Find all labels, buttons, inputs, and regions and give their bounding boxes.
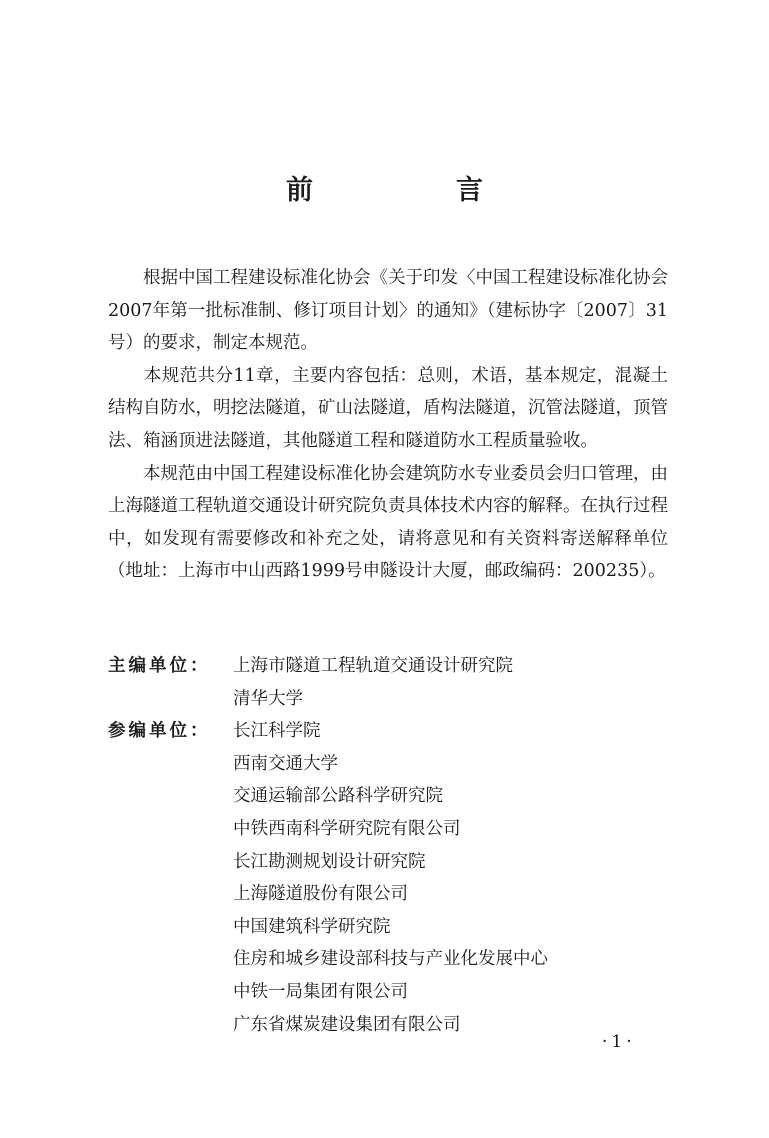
participating-units-label: 参编单位： xyxy=(108,721,211,742)
participating-unit-item: 西南交通大学 xyxy=(233,753,338,774)
participating-unit-item: 上海隧道股份有限公司 xyxy=(233,884,408,905)
participating-unit-item: 交通运输部公路科学研究院 xyxy=(233,786,443,807)
participating-unit-item: 中国建筑科学研究院 xyxy=(233,916,391,937)
participating-unit-item: 中铁西南科学研究院有限公司 xyxy=(233,818,461,839)
page-title: 前 言 xyxy=(286,175,541,206)
paragraph-2 xyxy=(108,360,668,458)
participating-units-list xyxy=(233,715,548,1041)
chief-units-label: 主编单位： xyxy=(108,656,211,676)
preface-body xyxy=(108,262,668,588)
paragraph-3-text: 本规范由中国工程建设标准化协会建筑防水专业委员会归口管理，由上海隧道工程轨道交通设计研究院负责具体技术内容的解释。在执行过程中，如发现有需要修改和补充之处，请将意见和有关资料寄送解释单位（地址：上海市中山西路1999号申隧设计大厦，邮政编码：200235）。 xyxy=(108,463,668,582)
participating-unit-item: 住房和城乡建设部科技与产业化发展中心 xyxy=(233,949,548,970)
paragraph-1 xyxy=(108,262,668,360)
chief-units xyxy=(108,650,548,715)
units-section xyxy=(108,650,548,1041)
chief-unit-item: 上海市隧道工程轨道交通设计研究院 xyxy=(233,656,513,676)
participating-unit-item: 长江勘测规划设计研究院 xyxy=(233,851,426,872)
participating-units xyxy=(108,715,548,1041)
participating-unit-item: 广东省煤炭建设集团有限公司 xyxy=(233,1014,461,1035)
chief-units-list xyxy=(233,650,513,715)
chief-unit-item: 清华大学 xyxy=(233,688,303,709)
paragraph-1-text: 根据中国工程建设标准化协会《关于印发〈中国工程建设标准化协会2007年第一批标准制、修订项目计划〉的通知》（建标协字〔2007〕31号）的要求，制定本规范。 xyxy=(108,268,668,354)
participating-unit-item: 长江科学院 xyxy=(233,721,321,742)
participating-unit-item: 中铁一局集团有限公司 xyxy=(233,981,408,1002)
page-number: ·1· xyxy=(602,1032,636,1052)
paragraph-2-text: 本规范共分11章，主要内容包括：总则，术语，基本规定，混凝土结构自防水，明挖法隧道，矿山法隧道，盾构法隧道，沉管法隧道，顶管法、箱涵顶进法隧道，其他隧道工程和隧道防水工程质量验收。 xyxy=(108,365,668,451)
paragraph-3 xyxy=(108,458,668,588)
